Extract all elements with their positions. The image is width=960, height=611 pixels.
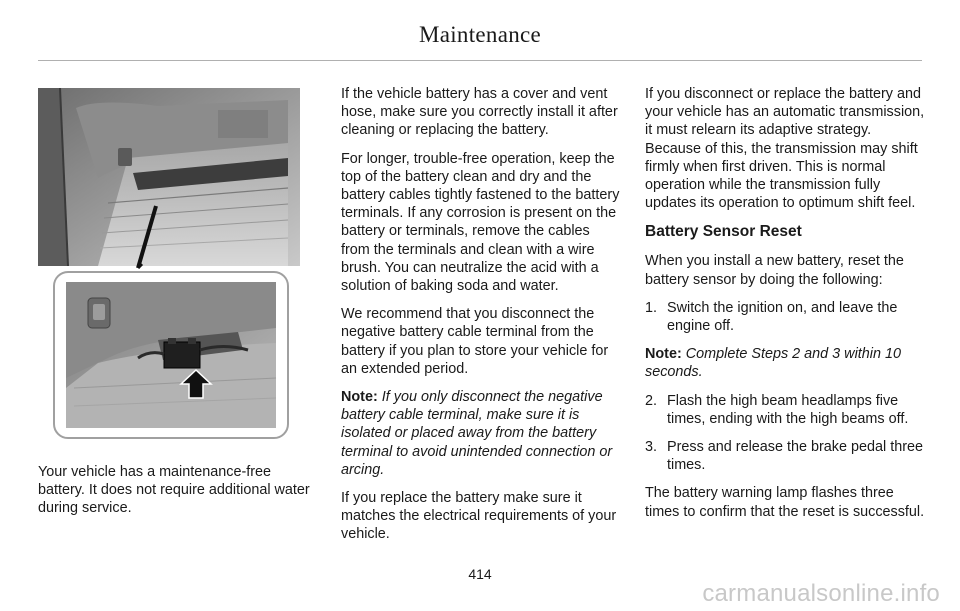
step-item	[645, 392, 925, 428]
page-title: Maintenance	[418, 22, 542, 47]
step-text: Press and release the brake pedal three times.	[667, 439, 923, 474]
step-item	[645, 299, 925, 335]
replacement-paragraph: If you replace the battery make sure it matches the electrical requirements of your vehicle.	[341, 490, 617, 543]
note-label: Note:	[341, 389, 378, 406]
step-text: Switch the ignition on, and leave the engine off.	[667, 299, 898, 335]
timing-note	[645, 345, 925, 381]
sensor-intro-paragraph: When you install a new battery, reset the battery sensor by doing the following:	[645, 253, 904, 288]
battery-care-paragraph: For longer, trouble-free operation, keep the top of the battery clean and dry and the battery cables tightly fastened to the battery terminals. If any corrosion is present on the battery or terminals, remove the cables from the terminals and clean with a wire brush. You can neutralize the acid with a solution of baking soda and water.	[341, 150, 620, 295]
page-number: 414	[468, 566, 492, 582]
header-divider	[38, 60, 922, 61]
transmission-paragraph: If you disconnect or replace the battery and your vehicle has an automatic transmission, it must relearn its adaptive strategy. Because of this, the transmission may shift firmly when first driven. This is normal operation while the transmission fully updates its operation to optimum shift feel.	[645, 86, 925, 212]
column-middle	[341, 85, 621, 554]
step-number: 2.	[645, 392, 658, 409]
step-number: 1.	[645, 299, 658, 316]
storage-paragraph: We recommend that you disconnect the negative battery cable terminal from the battery if you plan to store your vehicle for an extended period.	[341, 306, 609, 377]
maintenance-free-paragraph: Your vehicle has a maintenance-free battery. It does not require additional water during service.	[38, 464, 310, 517]
column-left	[38, 463, 320, 528]
battery-location-illustration	[38, 88, 300, 444]
section-heading: Battery Sensor Reset	[645, 223, 802, 241]
cover-vent-paragraph: If the vehicle battery has a cover and vent hose, make sure you correctly install it after cleaning or replacing the battery.	[341, 86, 618, 139]
step-text: Flash the high beam headlamps five times, ending with the high beams off.	[667, 392, 909, 427]
note-text: If you only disconnect the negative battery cable terminal, make sure it is isolated or placed away from the battery terminal to avoid unintended connection or arcing.	[341, 389, 613, 478]
column-right	[645, 85, 925, 531]
battery-location-figure	[38, 88, 300, 444]
disconnect-note	[341, 388, 621, 479]
note-text: Complete Steps 2 and 3 within 10 seconds.	[645, 346, 901, 381]
confirmation-paragraph: The battery warning lamp flashes three times to confirm that the reset is successful.	[645, 485, 925, 520]
step-number: 3.	[645, 439, 658, 456]
step-item	[645, 438, 925, 474]
watermark: carmanualsonline.info	[702, 580, 940, 607]
note-label: Note:	[645, 346, 682, 363]
